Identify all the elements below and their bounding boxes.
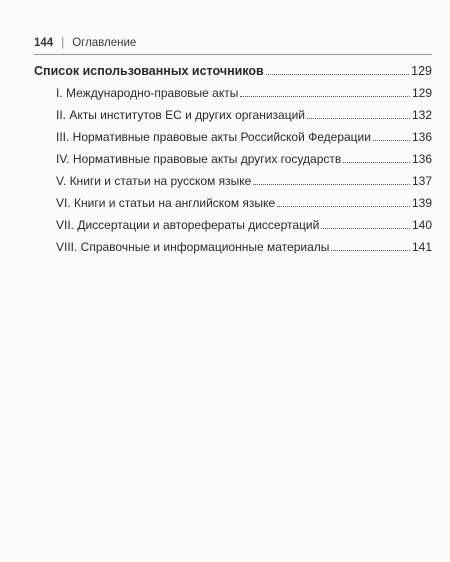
running-title: Оглавление xyxy=(72,37,137,49)
toc-entry-title: II. Акты институтов ЕС и других организаций xyxy=(56,108,305,122)
dot-leader xyxy=(266,74,409,75)
toc-entry-title: IV. Нормативные правовые акты других государств xyxy=(56,152,342,166)
toc-entry-page: 132 xyxy=(411,108,432,122)
toc-entry-4[interactable] xyxy=(34,148,432,170)
toc-entry-page: 141 xyxy=(411,240,432,254)
toc-entry-title: VI. Книги и статьи на английском языке xyxy=(56,196,276,210)
toc-entry-8[interactable] xyxy=(34,236,432,258)
header-separator: | xyxy=(61,37,65,49)
dot-leader xyxy=(240,96,410,97)
table-of-contents xyxy=(34,60,432,258)
toc-entry-title: VIII. Справочные и информационные материалы xyxy=(56,240,330,254)
page-number: 144 xyxy=(34,37,54,49)
dot-leader xyxy=(331,250,410,251)
dot-leader xyxy=(343,162,410,163)
dot-leader xyxy=(307,118,410,119)
toc-entry-3[interactable] xyxy=(34,126,432,148)
toc-entry-page: 136 xyxy=(411,152,432,166)
toc-entry-5[interactable] xyxy=(34,170,432,192)
toc-entry-page: 129 xyxy=(411,86,432,100)
toc-entry-title: Список использованных источников xyxy=(34,64,264,78)
toc-entry-2[interactable] xyxy=(34,104,432,126)
dot-leader xyxy=(373,140,410,141)
toc-entry-6[interactable] xyxy=(34,192,432,214)
toc-entry-1[interactable] xyxy=(34,82,432,104)
toc-entry-main[interactable] xyxy=(34,60,432,82)
dot-leader xyxy=(277,206,410,207)
toc-entry-page: 129 xyxy=(411,64,432,78)
toc-entry-title: VII. Диссертации и авторефераты диссертаций xyxy=(56,218,320,232)
dot-leader xyxy=(321,228,410,229)
toc-entry-7[interactable] xyxy=(34,214,432,236)
toc-entry-page: 136 xyxy=(411,130,432,144)
toc-entry-page: 137 xyxy=(411,174,432,188)
toc-entry-title: I. Международно-правовые акты xyxy=(56,86,239,100)
running-head xyxy=(34,37,136,49)
dot-leader xyxy=(253,184,410,185)
header-rule xyxy=(34,54,432,55)
toc-entry-title: III. Нормативные правовые акты Российской Федерации xyxy=(56,130,371,144)
toc-entry-title: V. Книги и статьи на русском языке xyxy=(56,174,252,188)
toc-entry-page: 139 xyxy=(411,196,432,210)
toc-entry-page: 140 xyxy=(411,218,432,232)
